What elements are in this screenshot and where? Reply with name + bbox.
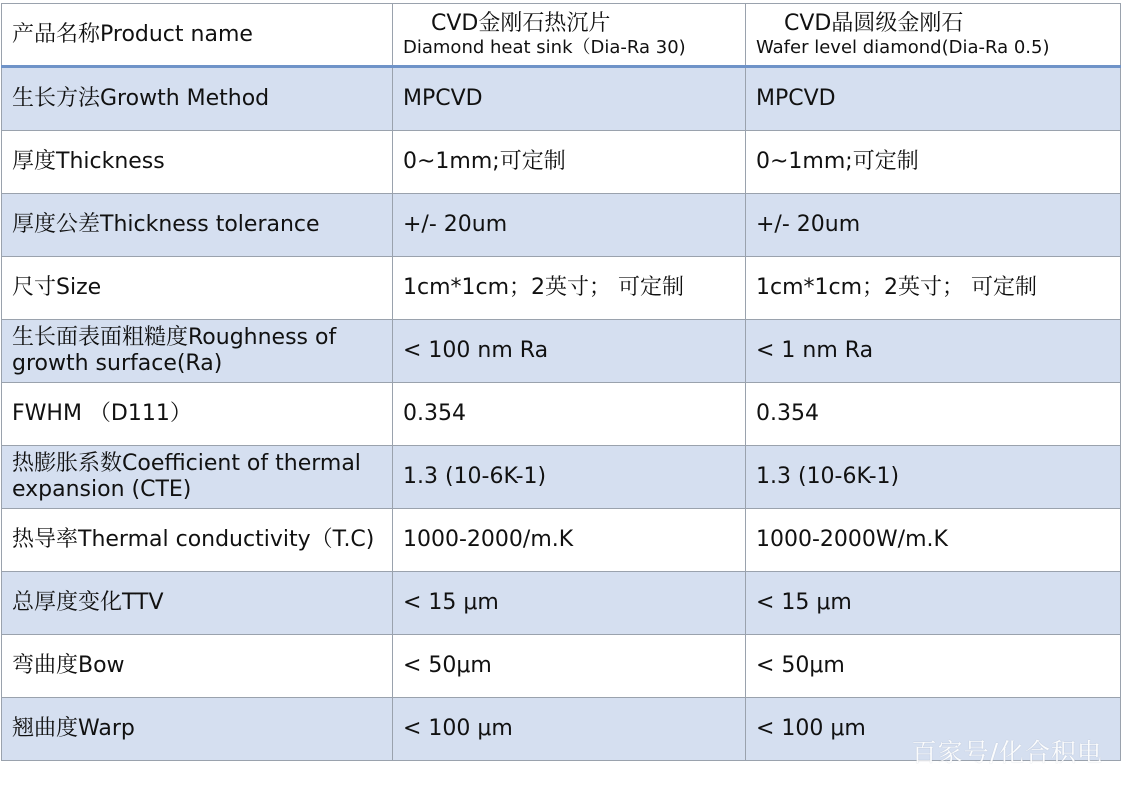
table-row bbox=[2, 446, 1121, 509]
table-row bbox=[2, 509, 1121, 572]
row-value-heat-sink: 0.354 bbox=[393, 383, 746, 446]
row-label: 厚度公差Thickness tolerance bbox=[2, 194, 393, 257]
row-label: 生长面表面粗糙度Roughness of growth surface(Ra) bbox=[2, 320, 393, 383]
row-value-wafer: 1000-2000W/m.K bbox=[746, 509, 1121, 572]
table-row bbox=[2, 257, 1121, 320]
row-value-wafer: 0.354 bbox=[746, 383, 1121, 446]
table-row bbox=[2, 635, 1121, 698]
row-value-heat-sink: 1cm*1cm；2英寸； 可定制 bbox=[393, 257, 746, 320]
header-wafer-title: CVD晶圆级金刚石 bbox=[784, 10, 964, 36]
row-label: 翘曲度Warp bbox=[2, 698, 393, 761]
row-value-heat-sink: < 100 nm Ra bbox=[393, 320, 746, 383]
row-label: FWHM （D111） bbox=[2, 383, 393, 446]
row-label: 弯曲度Bow bbox=[2, 635, 393, 698]
header-heat-sink bbox=[393, 4, 746, 67]
row-value-heat-sink: +/- 20um bbox=[393, 194, 746, 257]
watermark: 百家号/化合积电 bbox=[911, 738, 1103, 767]
row-label: 尺寸Size bbox=[2, 257, 393, 320]
row-label: 生长方法Growth Method bbox=[2, 67, 393, 131]
row-value-wafer: 0~1mm;可定制 bbox=[746, 131, 1121, 194]
row-value-wafer: 1.3 (10-6K-1) bbox=[746, 446, 1121, 509]
row-value-heat-sink: < 15 μm bbox=[393, 572, 746, 635]
table-row bbox=[2, 131, 1121, 194]
spec-table bbox=[1, 3, 1121, 761]
row-value-heat-sink: MPCVD bbox=[393, 67, 746, 131]
row-label: 厚度Thickness bbox=[2, 131, 393, 194]
row-value-heat-sink: < 100 μm bbox=[393, 698, 746, 761]
header-wafer bbox=[746, 4, 1121, 67]
header-wafer-subtitle: Wafer level diamond(Dia-Ra 0.5) bbox=[756, 36, 1050, 58]
row-value-heat-sink: < 50μm bbox=[393, 635, 746, 698]
row-value-heat-sink: 0~1mm;可定制 bbox=[393, 131, 746, 194]
row-value-wafer: < 50μm bbox=[746, 635, 1121, 698]
header-label: 产品名称Product name bbox=[2, 4, 393, 67]
row-value-wafer: MPCVD bbox=[746, 67, 1121, 131]
table-row bbox=[2, 320, 1121, 383]
row-value-heat-sink: 1000-2000/m.K bbox=[393, 509, 746, 572]
row-value-heat-sink: 1.3 (10-6K-1) bbox=[393, 446, 746, 509]
row-value-wafer: 1cm*1cm；2英寸； 可定制 bbox=[746, 257, 1121, 320]
row-value-wafer: < 15 μm bbox=[746, 572, 1121, 635]
header-heat-sink-title: CVD金刚石热沉片 bbox=[431, 10, 611, 36]
table-row bbox=[2, 67, 1121, 131]
table-row bbox=[2, 572, 1121, 635]
row-label: 总厚度变化TTV bbox=[2, 572, 393, 635]
row-value-wafer: < 1 nm Ra bbox=[746, 320, 1121, 383]
header-row bbox=[2, 4, 1121, 67]
header-heat-sink-subtitle: Diamond heat sink（Dia-Ra 30) bbox=[403, 36, 686, 58]
table-row bbox=[2, 194, 1121, 257]
table-row bbox=[2, 383, 1121, 446]
row-label: 热膨胀系数Coefficient of thermal expansion (CTE) bbox=[2, 446, 393, 509]
row-label: 热导率Thermal conductivity（T.C) bbox=[2, 509, 393, 572]
row-value-wafer: < 100 μm bbox=[746, 698, 1121, 761]
row-value-wafer: +/- 20um bbox=[746, 194, 1121, 257]
